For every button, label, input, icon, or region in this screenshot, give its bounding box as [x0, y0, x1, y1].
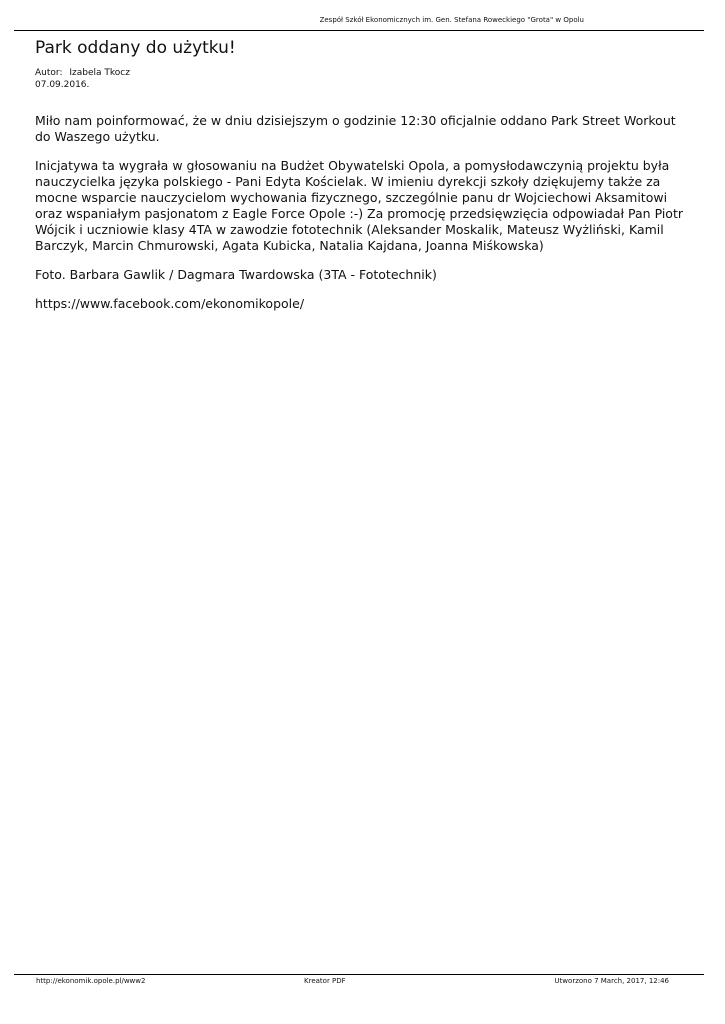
footer-generator: Kreator PDF: [304, 977, 346, 985]
article-date: 07.09.2016.: [35, 80, 90, 90]
institution-name: Zespół Szkół Ekonomicznych im. Gen. Stefana Roweckiego "Grota" w Opolu: [319, 16, 584, 24]
page-header: [14, 14, 704, 31]
paragraph-intro: Miło nam poinformować, że w dniu dzisiejszym o godzinie 12:30 oficjalnie oddano Park Street Workout do Waszego użytku.: [35, 113, 676, 144]
facebook-link[interactable]: https://www.facebook.com/ekonomikopole/: [35, 296, 305, 311]
author-label: Autor:: [35, 68, 63, 78]
paragraph-details: Inicjatywa ta wygrała w głosowaniu na Budżet Obywatelski Opola, a pomysłodawczynią projektu była nauczycielka języka polskiego - Pani Edyta Kościelak. W imieniu dyrekcji szkoły dziękujemy także za mocne wsparcie nauczycielom wychowania fizycznego, szczególnie panu dr Wojciechowi Aksamitowi oraz wspaniałym pasjonatom z Eagle Force Opole :-) Za promocję przedsięwzięcia odpowiadał Pan Piotr Wójcik i uczniowie klasy 4TA w zawodzie fototechnik (Aleksander Moskalik, Mateusz Wyżliński, Kamil Barczyk, Marcin Chmurowski, Agata Kubicka, Natalia Kajdana, Joanna Miśkowska): [35, 158, 683, 253]
article-meta: [35, 67, 130, 91]
footer-url[interactable]: http://ekonomik.opole.pl/www2: [36, 977, 146, 985]
article-title: Park oddany do użytku!: [35, 38, 236, 58]
author-name: Izabela Tkocz: [69, 68, 130, 78]
footer-created-date: Utworzono 7 March, 2017, 12:46: [554, 977, 669, 985]
author-line: [35, 67, 130, 79]
page-footer: [14, 974, 704, 987]
article-body: [35, 113, 695, 325]
photo-credit: Foto. Barbara Gawlik / Dagmara Twardowska (3TA - Fototechnik): [35, 267, 437, 282]
